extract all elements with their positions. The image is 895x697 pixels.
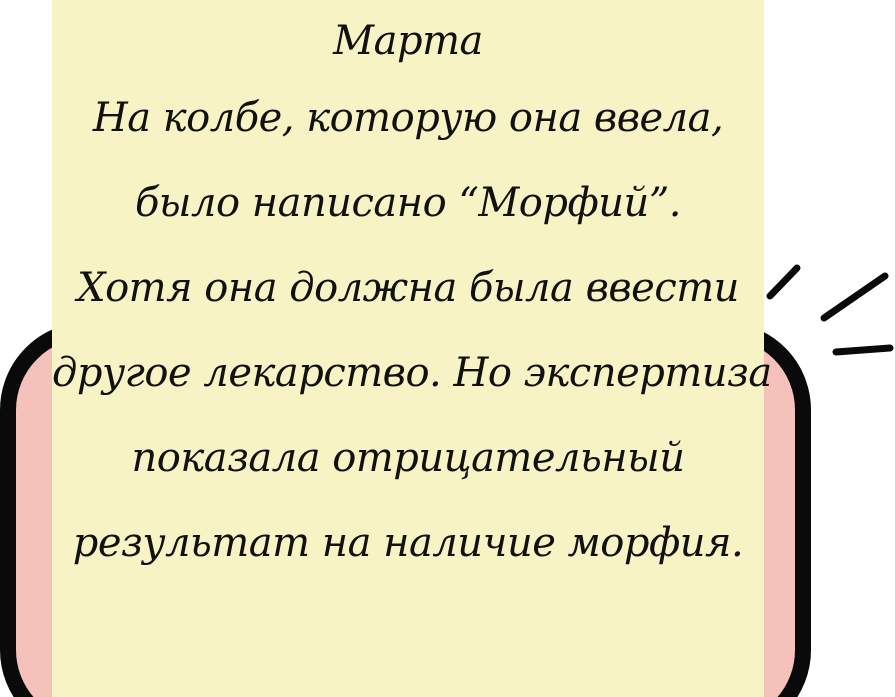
- caption-line-1: На колбе, которую она ввела,: [92, 95, 724, 141]
- caption-line-6: результат на наличие морфия.: [72, 520, 744, 566]
- speaker-name: Марта: [333, 18, 483, 64]
- caption-line-4: другое лекарство. Но экспертиза: [52, 350, 772, 396]
- caption-line-3: Хотя она должна была ввести: [77, 265, 739, 311]
- caption-line-5: показала отрицательный: [131, 435, 685, 481]
- caption-box: [52, 0, 772, 697]
- emphasis-lines-icon: [770, 268, 890, 352]
- caption-line-2: было написано “Морфий”.: [135, 180, 681, 226]
